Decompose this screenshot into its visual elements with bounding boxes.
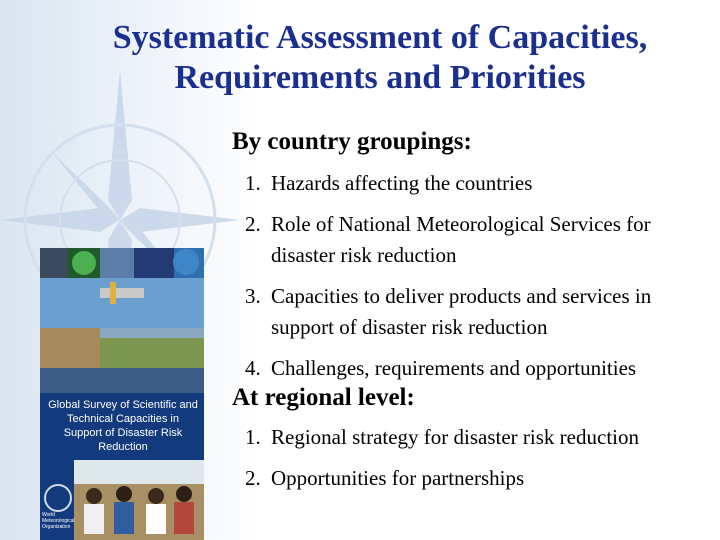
report-cover-image — [40, 248, 204, 540]
cover-photo-collage — [40, 248, 204, 393]
section-heading-country: By country groupings: — [232, 128, 472, 155]
list-item — [245, 422, 705, 453]
list-number: 2. — [245, 212, 261, 236]
list-text: Opportunities for partnerships — [271, 466, 525, 490]
section-heading-regional: At regional level: — [232, 384, 415, 411]
list-number: 2. — [245, 466, 261, 490]
wmo-logo-text: World Meteorological Organization — [42, 512, 75, 530]
list-text: Challenges, requirements and opportunities — [271, 356, 637, 380]
wmo-logo-icon — [44, 484, 72, 512]
list-text: Capacities to deliver products and services in support of disaster risk reduction — [271, 284, 652, 339]
list-number: 4. — [245, 356, 261, 380]
title-line-1: Systematic Assessment of Capacities, — [112, 19, 648, 56]
list-text: Regional strategy for disaster risk reduction — [271, 425, 639, 449]
list-item — [245, 353, 695, 384]
slide-title — [60, 18, 700, 98]
list-number: 1. — [245, 171, 261, 195]
cover-people-photo — [74, 460, 204, 540]
list-text: Role of National Meteorological Services for disaster risk reduction — [271, 212, 651, 267]
list-number: 1. — [245, 425, 261, 449]
list-text: Hazards affecting the countries — [271, 171, 533, 195]
list-item — [245, 209, 695, 271]
regional-list — [245, 422, 705, 504]
list-item — [245, 281, 695, 343]
cover-caption: Global Survey of Scientific and Technical Capacities in Support of Disaster Risk Reduction — [48, 399, 198, 453]
title-line-2: Requirements and Priorities — [174, 59, 586, 96]
list-item — [245, 463, 705, 494]
list-number: 3. — [245, 284, 261, 308]
country-list — [245, 168, 695, 394]
list-item — [245, 168, 695, 199]
